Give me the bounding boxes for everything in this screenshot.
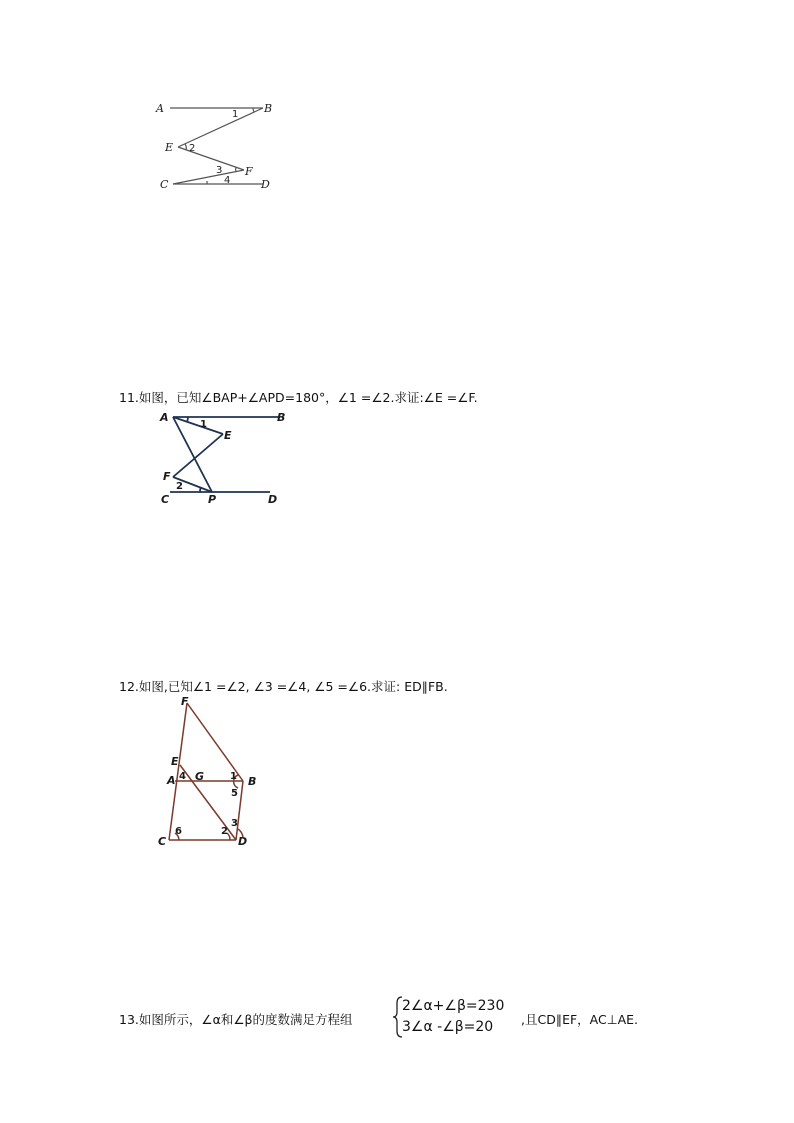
figure-problem-12 <box>155 693 275 853</box>
label-G: G <box>195 770 205 783</box>
label-F: F <box>245 165 253 178</box>
label-C: C <box>161 493 170 506</box>
label-A: A <box>160 411 169 424</box>
problem-13-prefix: 13.如图所示，∠α和∠β的度数满足方程组 <box>119 1012 353 1027</box>
label-B: B <box>264 102 273 115</box>
angle-6: 6 <box>175 826 182 837</box>
angle-2: 2 <box>189 143 196 154</box>
label-F: F <box>181 695 189 708</box>
label-E: E <box>165 141 174 154</box>
label-B: B <box>248 775 257 788</box>
angle-3: 3 <box>216 165 223 176</box>
label-B: B <box>277 411 286 424</box>
label-A: A <box>156 102 164 115</box>
problem-13-suffix: ,且CD∥EF，AC⊥AE. <box>521 1012 639 1027</box>
label-F: F <box>163 470 171 483</box>
angle-1: 1 <box>230 771 237 782</box>
figure-zigzag-top <box>150 95 290 195</box>
angle-1: 1 <box>200 419 207 430</box>
label-E: E <box>171 755 179 768</box>
angle-1: 1 <box>232 109 239 120</box>
equation-2: 3∠α -∠β=20 <box>402 1019 494 1035</box>
angle-2: 2 <box>176 481 183 492</box>
angle-4: 4 <box>224 175 231 186</box>
label-C: C <box>160 178 169 191</box>
equation-1: 2∠α+∠β=230 <box>402 998 505 1014</box>
label-C: C <box>158 835 167 848</box>
label-D: D <box>268 493 278 506</box>
figure-problem-11 <box>155 405 295 510</box>
problem-12-text: 12.如图,已知∠1 =∠2, ∠3 =∠4, ∠5 =∠6.求证: ED∥FB. <box>119 679 448 694</box>
label-A: A <box>167 774 176 787</box>
angle-3: 3 <box>231 818 238 829</box>
angle-2: 2 <box>221 826 228 837</box>
angle-4: 4 <box>179 771 186 782</box>
problem-11-text: 11.如图，已知∠BAP+∠APD=180°，∠1 =∠2.求证:∠E =∠F. <box>119 390 478 405</box>
angle-5: 5 <box>231 788 238 799</box>
label-E: E <box>224 429 232 442</box>
label-D: D <box>261 178 270 191</box>
label-P: P <box>208 493 217 506</box>
label-D: D <box>238 835 248 848</box>
